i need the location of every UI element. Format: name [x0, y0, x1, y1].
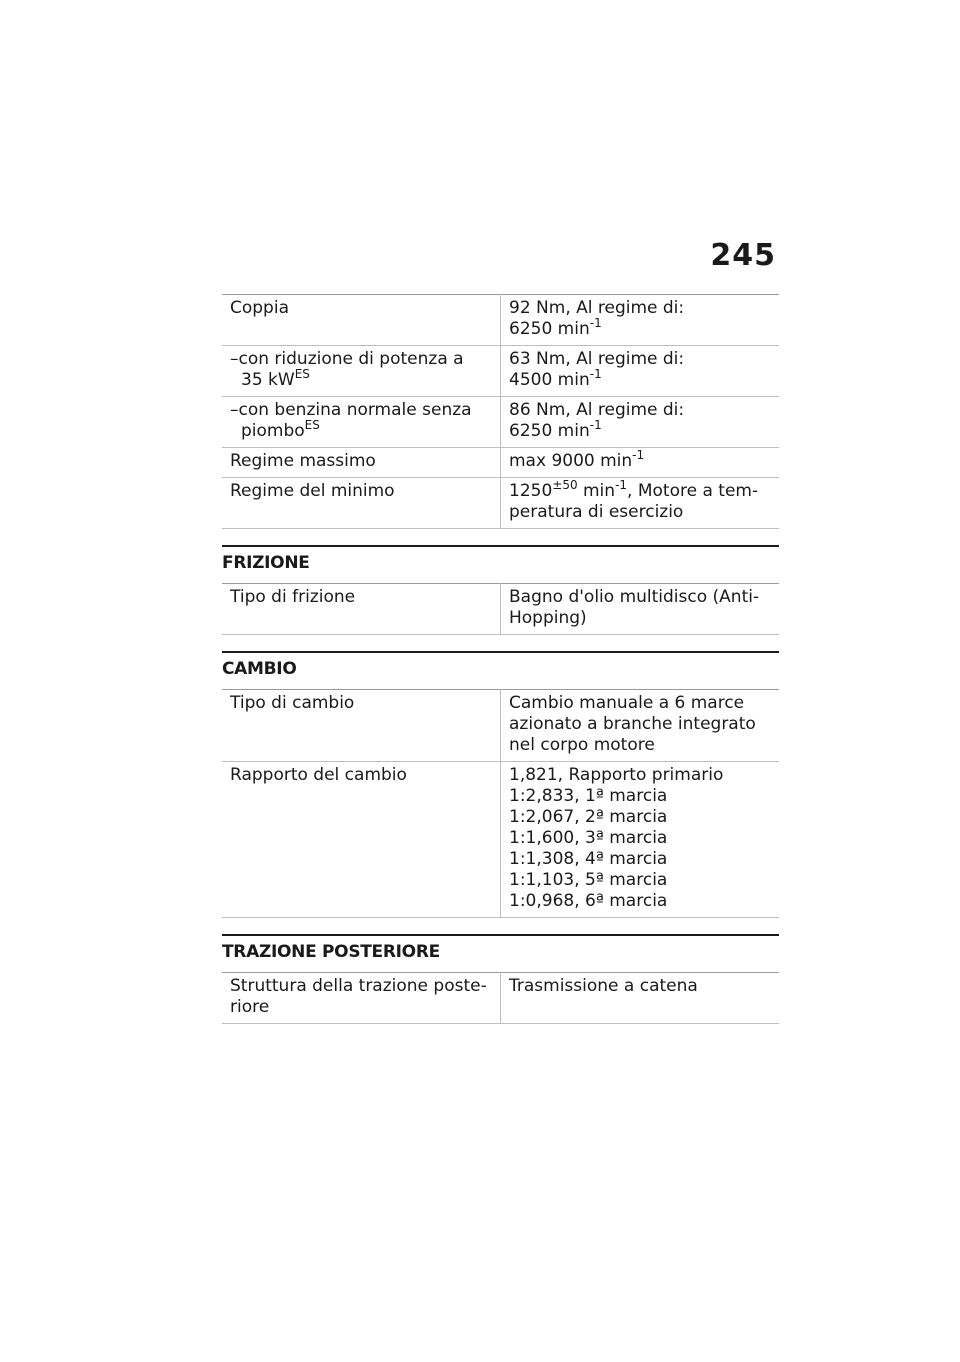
spec-label: –con riduzione di potenza a 35 $kW^{ES}$	[222, 346, 501, 397]
spec-label: Coppia	[222, 295, 501, 346]
table-row	[222, 346, 779, 397]
section-heading-frizione: FRIZIONE	[222, 545, 779, 583]
table-row	[222, 973, 779, 1024]
table-row	[222, 690, 779, 762]
frizione-spec-table	[222, 583, 779, 635]
spec-value: $1250^{\pm 50}$ $\min^{-1}$, Motore a tem- peratura di esercizio	[501, 478, 780, 529]
spec-label: Tipo di cambio	[222, 690, 501, 762]
section-heading-cambio: CAMBIO	[222, 651, 779, 689]
table-row	[222, 584, 779, 635]
spec-value: 86 Nm, Al regime di: 6250 $\min^{-1}$	[501, 397, 780, 448]
table-row	[222, 478, 779, 529]
table-row	[222, 448, 779, 478]
page-number: 245	[710, 238, 776, 273]
spec-label: Rapporto del cambio	[222, 762, 501, 918]
spec-value: Trasmissione a catena	[501, 973, 780, 1024]
spec-value: Bagno d'olio multidisco (Anti- Hopping)	[501, 584, 780, 635]
spec-value: 1,821, Rapporto primario 1:2,833, 1ª marcia 1:2,067, 2ª marcia 1:1,600, 3ª marcia 1:1,308, 4ª marcia 1:1,103, 5ª marcia 1:0,968, 6ª marcia	[501, 762, 780, 918]
spec-label: Regime massimo	[222, 448, 501, 478]
spec-label: –con benzina normale senza piombo$^{ES}$	[222, 397, 501, 448]
spec-label: Regime del minimo	[222, 478, 501, 529]
trazione-spec-table	[222, 972, 779, 1024]
spec-content	[222, 294, 779, 1024]
spec-value: 63 Nm, Al regime di: 4500 $\min^{-1}$	[501, 346, 780, 397]
section-heading-trazione: TRAZIONE POSTERIORE	[222, 934, 779, 972]
table-row	[222, 762, 779, 918]
engine-spec-table	[222, 294, 779, 529]
spec-label: Struttura della trazione poste- riore	[222, 973, 501, 1024]
table-row	[222, 397, 779, 448]
spec-label: Tipo di frizione	[222, 584, 501, 635]
spec-value: Cambio manuale a 6 marce azionato a branche integrato nel corpo motore	[501, 690, 780, 762]
cambio-spec-table	[222, 689, 779, 918]
table-row	[222, 295, 779, 346]
spec-value: max 9000 $\min^{-1}$	[501, 448, 780, 478]
spec-value: 92 Nm, Al regime di: 6250 $\min^{-1}$	[501, 295, 780, 346]
